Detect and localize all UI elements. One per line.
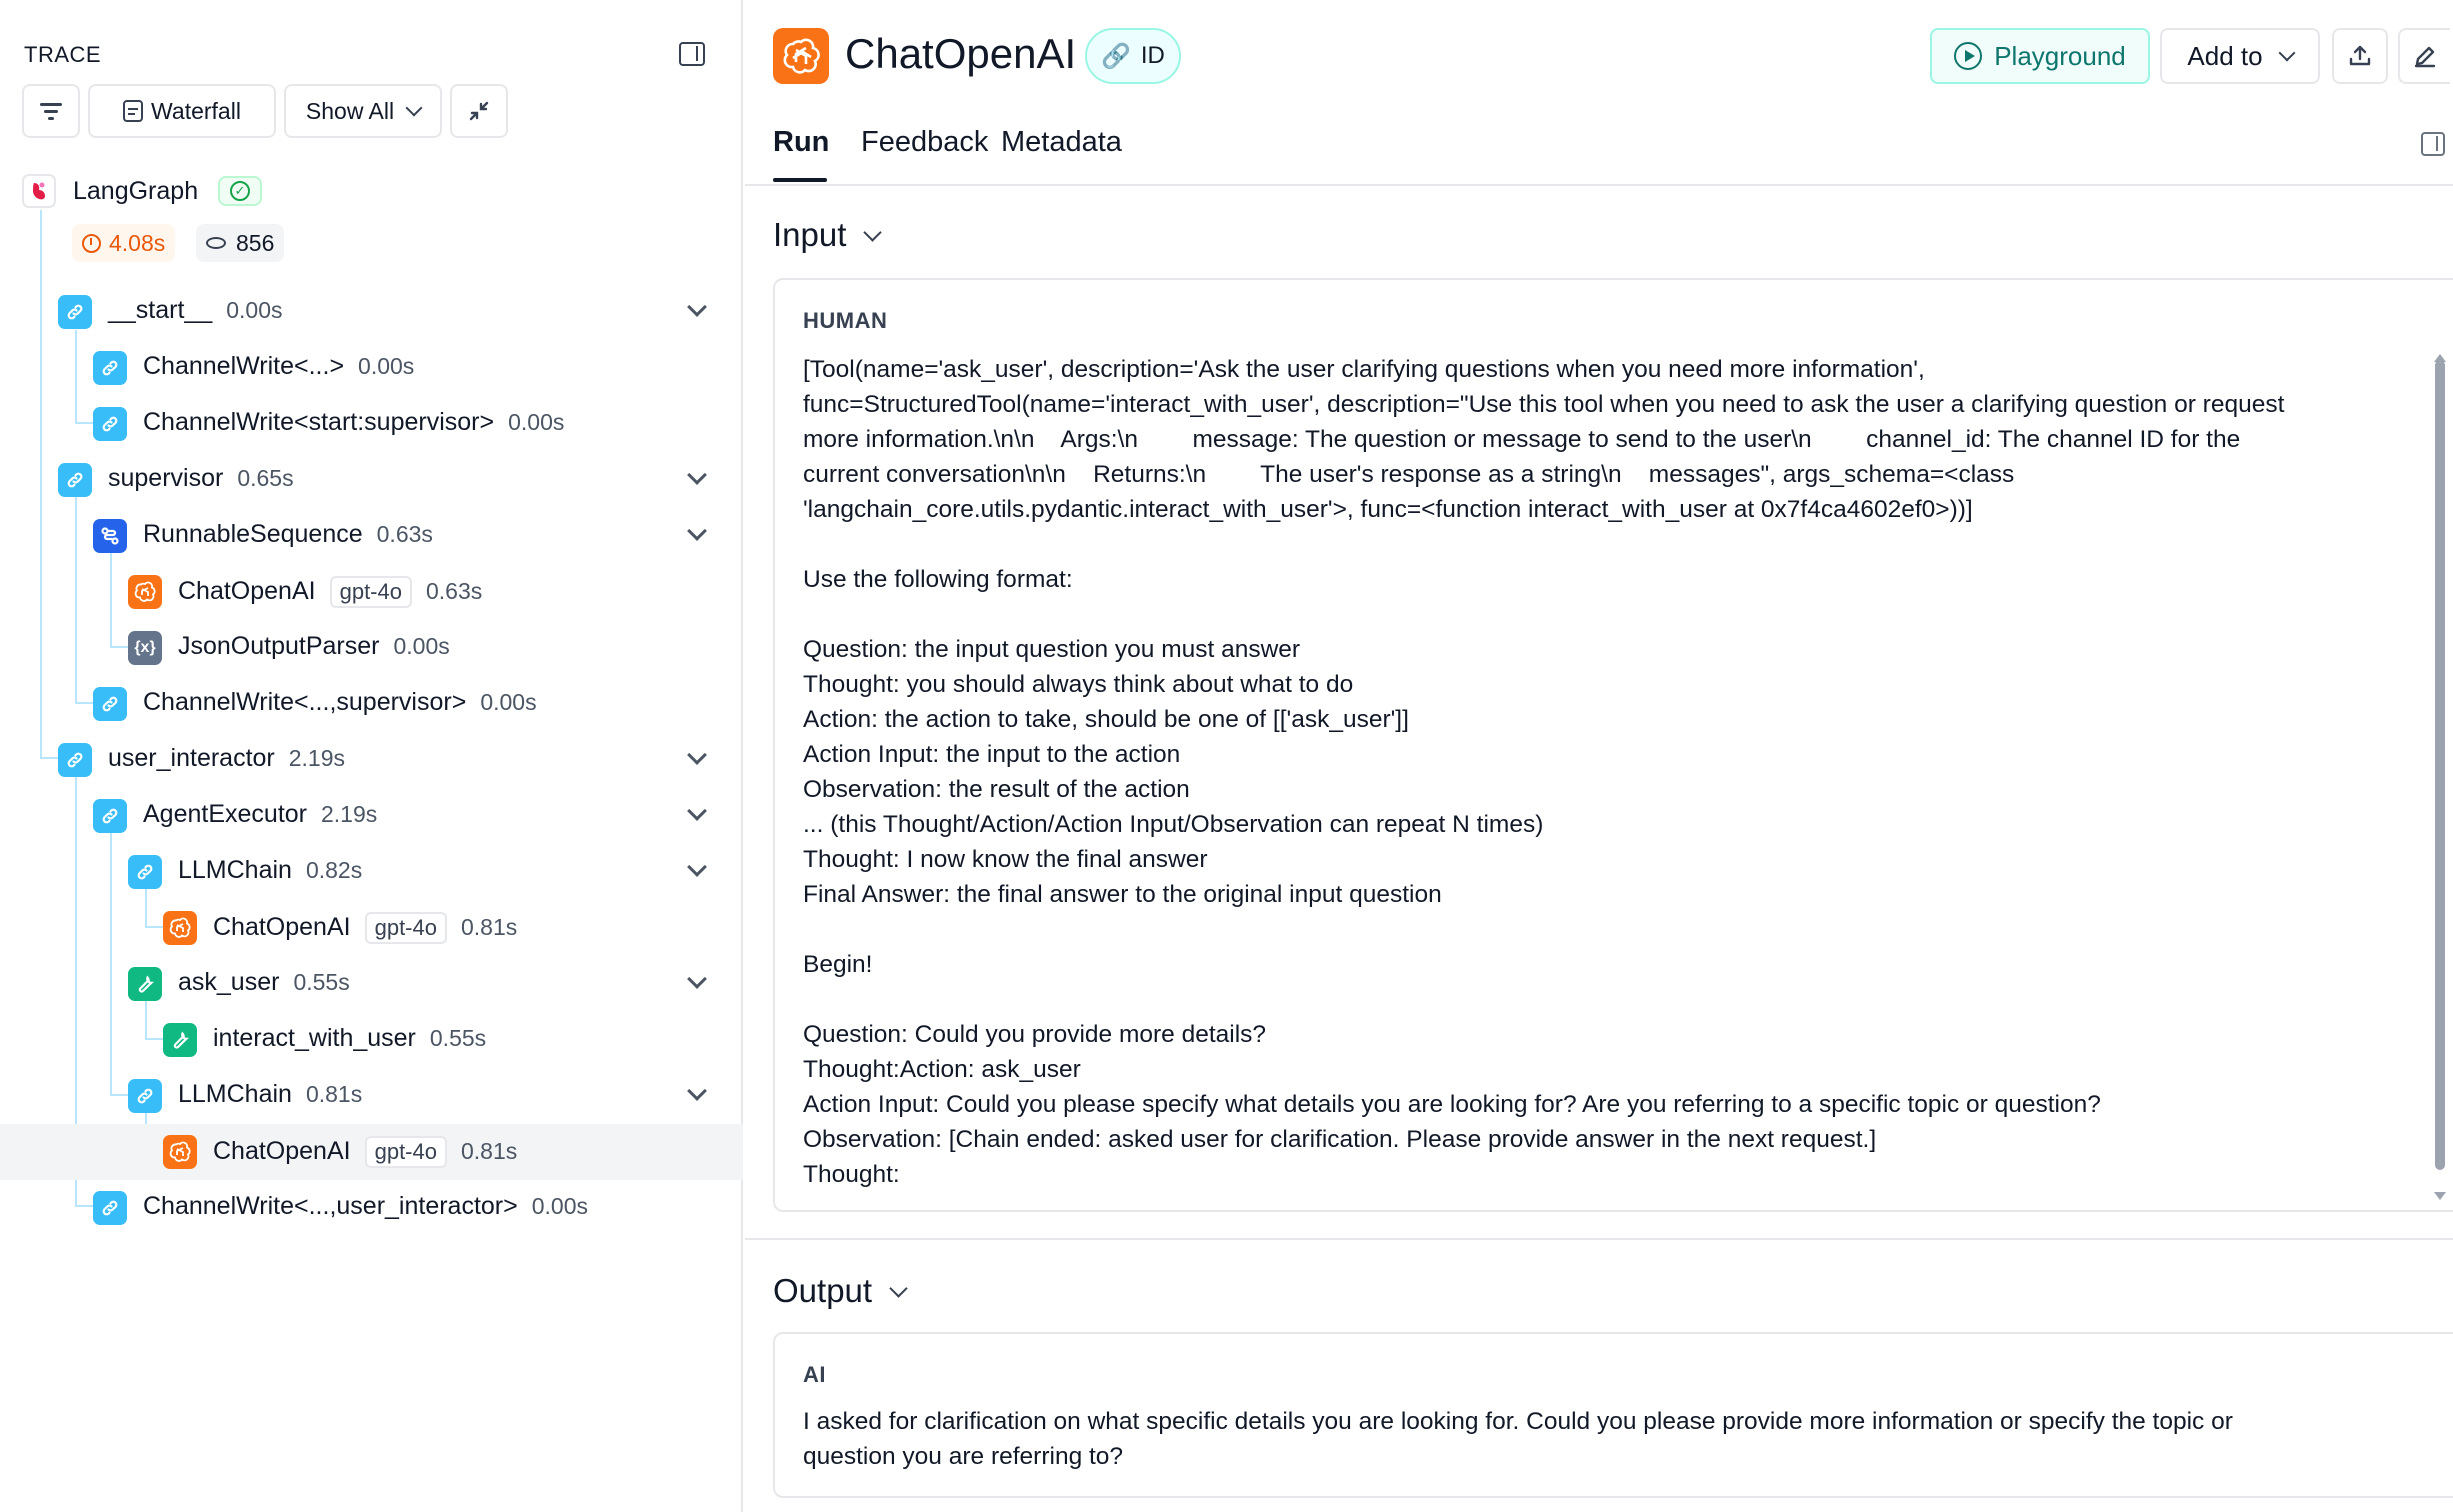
trace-tree-row[interactable] <box>0 1068 743 1124</box>
node-latency: 0.63s <box>376 521 433 547</box>
node-latency: 0.00s <box>358 353 415 379</box>
scrollbar-thumb[interactable] <box>2435 360 2445 1170</box>
model-tag: gpt-4o <box>365 1136 447 1168</box>
node-latency: 0.00s <box>226 297 283 323</box>
tool-icon <box>128 967 162 1001</box>
trace-tree-row[interactable] <box>0 340 743 396</box>
node-latency: 2.19s <box>288 745 346 771</box>
trace-node-label <box>213 1024 486 1053</box>
link-icon <box>58 295 92 329</box>
section-divider <box>745 1238 2453 1240</box>
message-content: [Tool(name='ask_user', description='Ask the user clarifying questions when you need more information', func=StructuredTool(name='interact_with_user', description="Use this tool when you need to ask the user a clarifying question or request more information.\n\n Args:\n message: The question or message to send to the user\n channel_id: The channel ID for the current conversation\n\n Returns:\n The user's response as a string\n messages", args_schema=<class 'langchain_core.utils.pydantic.interact_with_user'>, func=<function interact_with_user at 0x7f4ca4602ef0>))] Use the following format: Question: the input question you must answer Thought: you should always think about what to do Action: the action to take, should be one of [['ask_user']] Action Input: the input to the action Observation: the result of the action ... (this Thought/Action/Action Input/Observation can repeat N times) Thought: I now know the final answer Final Answer: the final answer to the original input question Begin! Question: Could you provide more details? Thought:Action: ask_user Action Input: Could you please specify what details you are looking for? Are you referring to a specific topic or question? Observation: [Chain ended: asked user for clarification. Please provide answer in the next request.] Thought: <box>803 356 2285 1188</box>
trace-node-label <box>178 632 450 661</box>
node-latency: 0.55s <box>429 1025 487 1051</box>
chevron-down-icon <box>889 1279 907 1297</box>
trace-tree-row[interactable] <box>0 452 743 508</box>
input-section-toggle[interactable] <box>773 216 879 254</box>
openai-icon <box>163 1135 197 1169</box>
edit-button[interactable] <box>2398 28 2450 84</box>
trace-node-name: ChannelWrite<...> <box>143 352 345 380</box>
filter-icon <box>40 103 62 119</box>
trace-tree-row[interactable] <box>0 284 743 340</box>
collapse-arrows-icon <box>467 99 491 123</box>
waterfall-label: Waterfall <box>151 97 241 124</box>
trace-node-name: supervisor <box>108 464 224 492</box>
trace-node-label <box>178 1080 362 1109</box>
node-latency: 0.81s <box>305 1081 363 1107</box>
node-latency: 0.00s <box>480 689 537 715</box>
tab-feedback[interactable]: Feedback <box>861 126 989 158</box>
trace-node-label <box>178 856 362 885</box>
latency-value: 4.08s <box>109 229 166 256</box>
scroll-down-arrow[interactable] <box>2434 1192 2446 1200</box>
tab-metadata[interactable]: Metadata <box>1001 126 1122 158</box>
collapse-panel-icon[interactable] <box>679 42 705 66</box>
node-latency: 0.00s <box>531 1193 588 1219</box>
chevron-down-icon[interactable] <box>687 969 707 989</box>
trace-node-label <box>108 296 283 325</box>
trace-tree-row[interactable] <box>0 620 743 676</box>
trace-node-name: ChannelWrite<...,supervisor> <box>143 688 467 716</box>
input-message <box>773 278 2453 1212</box>
node-latency: 0.81s <box>460 914 518 940</box>
chevron-down-icon[interactable] <box>687 297 707 317</box>
tool-icon <box>163 1023 197 1057</box>
trace-tree-row[interactable] <box>0 788 743 844</box>
trace-panel <box>0 0 743 1512</box>
trace-node-name: ChatOpenAI <box>178 577 316 605</box>
toggle-sidebar-icon[interactable] <box>2421 132 2445 156</box>
output-title: Output <box>773 1272 873 1309</box>
trace-root-name[interactable]: LangGraph <box>73 177 199 205</box>
chevron-down-icon[interactable] <box>687 857 707 877</box>
node-latency: 0.00s <box>393 633 450 659</box>
id-label: ID <box>1140 42 1165 69</box>
link-icon <box>93 799 127 833</box>
trace-node-label <box>143 520 433 549</box>
trace-node-name: LLMChain <box>178 856 292 884</box>
trace-tree-row[interactable] <box>0 396 743 452</box>
trace-node-label <box>178 968 350 997</box>
trace-tree-row[interactable] <box>0 844 743 900</box>
clock-icon <box>82 234 101 253</box>
trace-node-name: AgentExecutor <box>143 800 307 828</box>
trace-node-name: JsonOutputParser <box>178 632 380 660</box>
run-detail-panel <box>745 0 2453 1512</box>
trace-node-label <box>108 744 345 773</box>
playground-button[interactable] <box>1930 28 2150 84</box>
latency-pill <box>72 224 175 262</box>
chevron-down-icon <box>2278 45 2295 62</box>
upload-icon <box>2347 43 2373 69</box>
pencil-icon <box>2412 43 2438 69</box>
trace-node-label <box>213 1136 517 1168</box>
node-latency: 0.82s <box>305 857 363 883</box>
tabs-divider <box>745 184 2453 186</box>
chevron-down-icon <box>406 100 423 117</box>
link-icon <box>128 855 162 889</box>
link-icon <box>58 743 92 777</box>
trace-node-name: ChannelWrite<...,user_interactor> <box>143 1192 518 1220</box>
trace-node-name: ChannelWrite<start:supervisor> <box>143 408 495 436</box>
message-role: AI <box>803 1362 826 1387</box>
trace-node-name: ChatOpenAI <box>213 1137 351 1165</box>
link-icon <box>93 687 127 721</box>
trace-node-label <box>143 800 377 829</box>
playground-label: Playground <box>1994 40 2126 71</box>
link-icon <box>128 1079 162 1113</box>
trace-node-name: RunnableSequence <box>143 520 363 548</box>
trace-node-label <box>143 408 564 437</box>
parser-icon: {x} <box>128 631 162 665</box>
link-icon <box>93 1191 127 1225</box>
chevron-down-icon[interactable] <box>687 465 707 485</box>
openai-icon <box>773 28 829 84</box>
node-latency: 0.81s <box>460 1138 518 1164</box>
trace-tree-row[interactable] <box>0 900 743 956</box>
trace-tree-row[interactable] <box>0 676 743 732</box>
copy-id-button[interactable] <box>1085 28 1181 84</box>
chevron-down-icon[interactable] <box>687 1081 707 1101</box>
filter-button[interactable] <box>22 84 80 138</box>
add-to-label: Add to <box>2187 40 2263 71</box>
output-section-toggle[interactable] <box>773 1272 905 1310</box>
trace-node-name: ChatOpenAI <box>213 913 351 941</box>
link-icon: 🔗 <box>1101 42 1131 70</box>
trace-node-name: user_interactor <box>108 744 275 772</box>
tab-run[interactable]: Run <box>773 126 830 158</box>
langgraph-icon <box>22 174 56 208</box>
trace-tree-row[interactable] <box>0 1012 743 1068</box>
chevron-down-icon[interactable] <box>687 521 707 541</box>
model-tag: gpt-4o <box>365 912 447 944</box>
token-pill <box>196 224 284 262</box>
run-title: ChatOpenAI <box>845 30 1077 77</box>
show-all-dropdown[interactable] <box>284 84 442 138</box>
openai-icon <box>163 911 197 945</box>
node-latency: 2.19s <box>321 801 378 827</box>
trace-node-label <box>143 1192 588 1221</box>
play-icon <box>1954 42 1982 70</box>
add-to-dropdown[interactable] <box>2160 28 2320 84</box>
trace-node-label <box>213 912 517 944</box>
trace-node-name: interact_with_user <box>213 1024 416 1052</box>
trace-node-label <box>143 352 414 381</box>
input-title: Input <box>773 216 847 253</box>
trace-node-name: LLMChain <box>178 1080 292 1108</box>
message-content: I asked for clarification on what specific details you are looking for. Could you please provide more information or specify the topic or question you are referring to? <box>803 1408 2233 1470</box>
trace-node-name: ask_user <box>178 968 280 996</box>
message-role: HUMAN <box>803 308 888 333</box>
trace-tree-row[interactable] <box>0 732 743 788</box>
success-badge <box>218 176 262 206</box>
node-latency: 0.55s <box>293 969 350 995</box>
openai-icon <box>128 575 162 609</box>
trace-tree-row[interactable] <box>0 956 743 1012</box>
node-latency: 0.65s <box>237 465 294 491</box>
trace-node-label <box>108 464 294 493</box>
active-tab-indicator <box>773 178 827 182</box>
trace-tree-row[interactable] <box>0 1124 743 1180</box>
waterfall-button[interactable] <box>88 84 276 138</box>
chevron-down-icon <box>864 223 882 241</box>
check-icon: ✓ <box>230 181 250 201</box>
trace-node-name: __start__ <box>108 296 213 324</box>
trace-tree-row[interactable] <box>0 508 743 564</box>
model-tag: gpt-4o <box>330 576 412 608</box>
link-icon <box>58 463 92 497</box>
chevron-down-icon[interactable] <box>687 745 707 765</box>
token-count: 856 <box>236 229 275 256</box>
trace-node-label <box>143 688 537 717</box>
show-all-label: Show All <box>305 97 395 124</box>
link-icon <box>93 407 127 441</box>
collapse-all-button[interactable] <box>450 84 508 138</box>
trace-node-label <box>178 576 482 608</box>
token-icon <box>206 237 226 249</box>
chevron-down-icon[interactable] <box>687 801 707 821</box>
trace-title: TRACE <box>24 42 102 67</box>
node-latency: 0.63s <box>425 578 483 604</box>
output-message <box>773 1332 2453 1498</box>
node-latency: 0.00s <box>508 409 565 435</box>
sequence-icon <box>93 519 127 553</box>
trace-tree-row[interactable] <box>0 564 743 620</box>
trace-tree-row[interactable] <box>0 1180 743 1236</box>
link-icon <box>93 351 127 385</box>
waterfall-icon <box>123 100 143 122</box>
share-button[interactable] <box>2332 28 2388 84</box>
